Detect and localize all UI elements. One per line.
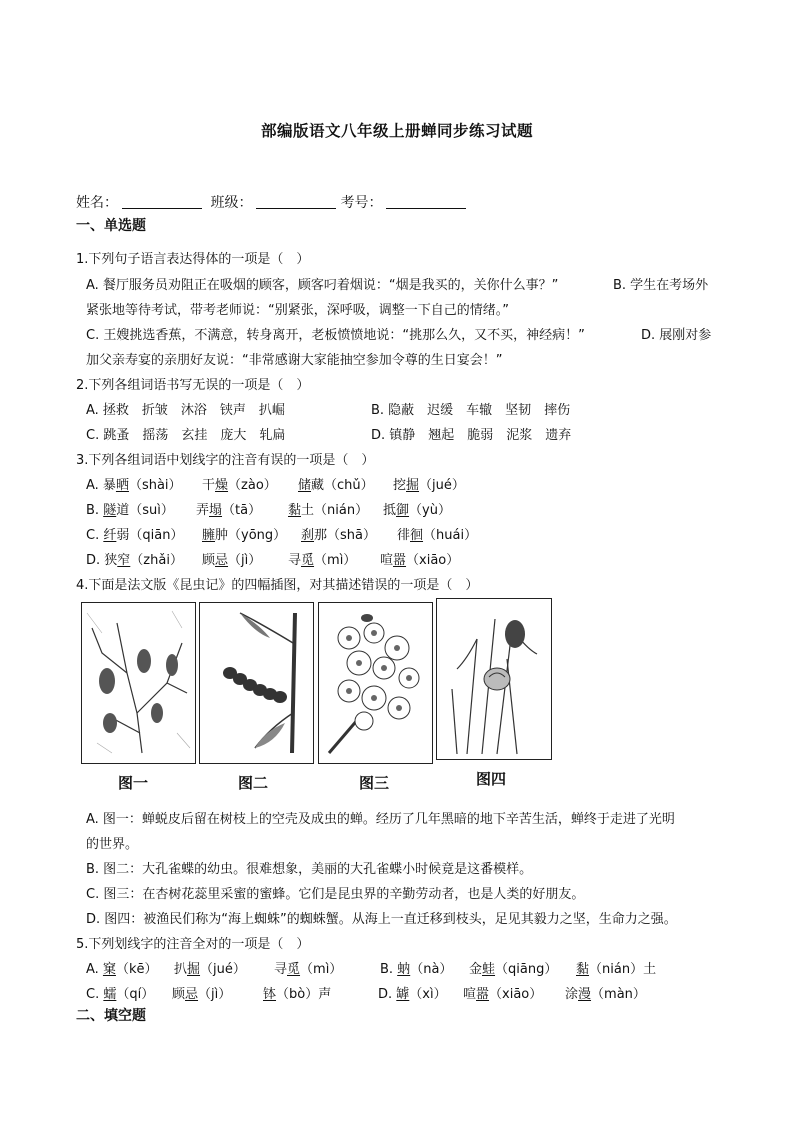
- figure-2-caption: 图二: [238, 774, 269, 792]
- q3-b-word4: 抵: [383, 503, 397, 518]
- q3-d-prefix: D. 狭: [86, 553, 118, 568]
- q3-c-word: 弱（qiān）: [116, 528, 184, 543]
- q5-d-pinyin: （xì）: [409, 987, 447, 1002]
- q3-b-pinyin4: （yù）: [409, 503, 451, 518]
- q2-option-c: C. 跳蚤 摇荡 玄挂 庞大 轧扁: [86, 428, 286, 443]
- q5-stem: 5.下列划线字的注音全对的一项是（ ）: [76, 937, 310, 952]
- q3-stem: 3.下列各组词语中划线字的注音有误的一项是（ ）: [76, 453, 375, 468]
- q3-d-word2: 顾: [202, 553, 216, 568]
- number-label: 考号：: [340, 195, 383, 211]
- q2-stem: 2.下列各组词语书写无误的一项是（ ）: [76, 378, 310, 393]
- student-info-line: [76, 192, 470, 212]
- class-blank[interactable]: [256, 194, 336, 209]
- figure-4-caption: 图四: [476, 770, 507, 788]
- q3-d-pinyin: （zhǎi）: [130, 553, 183, 568]
- q5-b-pinyin3: （nián）土: [589, 962, 657, 977]
- q3-b-word: 道（suì）: [116, 503, 174, 518]
- q4-option-a-cont: 的世界。: [86, 837, 139, 852]
- q5-a-pinyin3: （mì）: [300, 962, 343, 977]
- q3-c-underlined3: 刹: [301, 528, 315, 543]
- name-label: 姓名：: [76, 195, 118, 211]
- q5-c-pinyin: （qí）: [116, 987, 155, 1002]
- q4-option-b: B. 图二：大孔雀蝶的幼虫。很难想象，美丽的大孔雀蝶小时候竟是这番模样。: [86, 862, 533, 877]
- q3-a-underlined: 晒: [115, 478, 129, 493]
- q5-d-underlined: 罅: [396, 987, 410, 1002]
- q1-option-b-cont: 紧张地等待考试，带考老师说：“别紧张，深呼吸，调整一下自己的情绪。”: [86, 303, 509, 318]
- q5-b-underlined3: 黏: [576, 962, 590, 977]
- q3-c-underlined2: 臃: [202, 528, 216, 543]
- figure-3-caption: 图三: [359, 774, 390, 792]
- q3-b-underlined3: 黏: [288, 503, 302, 518]
- q3-a-pinyin: （shài）: [128, 478, 182, 493]
- q3-c-word4: 徘: [397, 528, 411, 543]
- q5-b-prefix: B.: [380, 962, 398, 977]
- q5-c-pinyin3: （bò）声: [276, 987, 332, 1002]
- q1-option-c: C. 王嫂挑选香蕉，不满意，转身离开，老板愤愤地说：“挑那么久，又不买，神经病！”: [86, 328, 585, 343]
- q3-b-underlined: 隧: [103, 503, 117, 518]
- q3-d-underlined3: 觅: [301, 553, 315, 568]
- q3-d-word3: 寻: [288, 553, 302, 568]
- q5-a-underlined2: 掘: [187, 962, 201, 977]
- q3-b-underlined2: 塌: [209, 503, 223, 518]
- figure-4-reed-illustration: [436, 598, 552, 760]
- q5-a-word2: 扒: [174, 962, 188, 977]
- figure-1-cicada-illustration: [81, 602, 196, 764]
- q5-a-pinyin: （kē）: [115, 962, 158, 977]
- q1-option-d-cont: 加父亲寿宴的亲朋好友说：“非常感谢大家能抽空参加令尊的生日宴会！”: [86, 353, 503, 368]
- q3-c-word3: 那（shā）: [314, 528, 376, 543]
- q5-b-pinyin: （nà）: [410, 962, 453, 977]
- q2-option-b: B. 隐蔽 迟缓 车辙 坚韧 摔伤: [371, 403, 571, 418]
- page-title: 部编版语文八年级上册蝉同步练习试题: [260, 122, 533, 140]
- q3-d-underlined: 窄: [117, 553, 131, 568]
- q5-c-underlined3: 钵: [263, 987, 277, 1002]
- q1-option-b-start: B. 学生在考场外: [613, 278, 709, 293]
- q3-b-underlined4: 御: [396, 503, 410, 518]
- q5-a-underlined: 窠: [102, 962, 116, 977]
- section-heading-single-choice: 一、单选题: [76, 218, 146, 234]
- q2-option-a: A. 拯救 折皱 沐浴 铗声 扒崛: [86, 403, 285, 418]
- figure-3-blossom-illustration: [318, 602, 433, 764]
- q5-c-underlined2: 忌: [185, 987, 199, 1002]
- q4-option-d: D. 图四：被渔民们称为“海上蜘蛛”的蜘蛛蟹。从海上一直迁移到枝头，足见其毅力之坚，生命力之强。: [86, 912, 677, 927]
- q4-option-a: A. 图一：蝉蜕皮后留在树枝上的空壳及成虫的蝉。经历了几年黑暗的地下辛苦生活，蝉终于走进了光明: [86, 812, 675, 827]
- q3-c-underlined: 纤: [103, 528, 117, 543]
- q5-d-underlined3: 漫: [578, 987, 592, 1002]
- q3-d-pinyin4: （xiāo）: [406, 553, 460, 568]
- q3-a-pinyin2: （zào）: [228, 478, 277, 493]
- q3-b-word2: 弄: [196, 503, 210, 518]
- q5-b-word2: 金: [469, 962, 483, 977]
- figure-1-caption: 图一: [118, 774, 149, 792]
- section-heading-fill-blank: 二、填空题: [76, 1008, 146, 1024]
- q3-b-prefix: B.: [86, 503, 104, 518]
- q3-a-underlined2: 燥: [215, 478, 229, 493]
- q5-b-pinyin2: （qiāng）: [495, 962, 558, 977]
- q3-a-word2: 干: [202, 478, 216, 493]
- q3-c-underlined4: 徊: [410, 528, 424, 543]
- q5-d-pinyin2: （xiāo）: [489, 987, 543, 1002]
- q5-a-underlined3: 觅: [287, 962, 301, 977]
- q4-stem: 4.下面是法文版《昆虫记》的四幅插图，对其描述错误的一项是（ ）: [76, 578, 479, 593]
- class-label: 班级：: [210, 195, 253, 211]
- q5-a-word3: 寻: [274, 962, 288, 977]
- q2-option-d: D. 镇静 翘起 脆弱 泥浆 遗弃: [371, 428, 572, 443]
- q5-c-pinyin2: （jì）: [198, 987, 232, 1002]
- q1-option-a: A. 餐厅服务员劝阻正在吸烟的顾客，顾客叼着烟说：“烟是我买的，关你什么事？”: [86, 278, 559, 293]
- q5-a-prefix: A.: [86, 962, 103, 977]
- q3-d-underlined2: 忌: [215, 553, 229, 568]
- q3-a-word3: 藏（chǔ）: [311, 478, 374, 493]
- q4-option-c: C. 图三：在杏树花蕊里采蜜的蜜蜂。它们是昆虫界的辛勤劳动者，也是人类的好朋友。: [86, 887, 585, 902]
- q5-d-pinyin3: （màn）: [591, 987, 646, 1002]
- q3-d-pinyin2: （jì）: [228, 553, 262, 568]
- q3-c-word2: 肿（yōng）: [215, 528, 287, 543]
- number-blank[interactable]: [386, 194, 466, 209]
- q3-b-pinyin2: （tā）: [222, 503, 262, 518]
- q3-d-pinyin3: （mì）: [314, 553, 357, 568]
- q3-c-prefix: C.: [86, 528, 104, 543]
- q3-c-pinyin4: （huái）: [423, 528, 478, 543]
- q3-a-underlined4: 掘: [406, 478, 420, 493]
- q5-d-word2: 喧: [463, 987, 477, 1002]
- q3-a-underlined3: 储: [298, 478, 312, 493]
- q5-b-underlined2: 蛙: [482, 962, 496, 977]
- q3-a-prefix: A. 暴: [86, 478, 116, 493]
- q3-d-underlined4: 嚣: [393, 553, 407, 568]
- q5-d-underlined2: 嚣: [476, 987, 490, 1002]
- q1-option-d-start: D. 展刚对参: [641, 328, 712, 343]
- q3-b-word3: 土（nián）: [301, 503, 369, 518]
- q5-d-word3: 涂: [565, 987, 579, 1002]
- figure-2-caterpillar-illustration: [199, 602, 314, 764]
- q5-a-pinyin2: （jué）: [200, 962, 246, 977]
- q3-d-word4: 喧: [380, 553, 394, 568]
- q5-c-prefix: C.: [86, 987, 104, 1002]
- q5-c-word2: 顾: [172, 987, 186, 1002]
- q3-a-word4: 挖: [393, 478, 407, 493]
- q3-a-pinyin4: （jué）: [419, 478, 465, 493]
- illustrations-panel: [78, 602, 558, 798]
- q5-d-prefix: D.: [378, 987, 397, 1002]
- q1-stem: 1.下列句子语言表达得体的一项是（ ）: [76, 252, 310, 267]
- q5-b-underlined: 蚋: [397, 962, 411, 977]
- name-blank[interactable]: [122, 194, 202, 209]
- q5-c-underlined: 蠕: [103, 987, 117, 1002]
